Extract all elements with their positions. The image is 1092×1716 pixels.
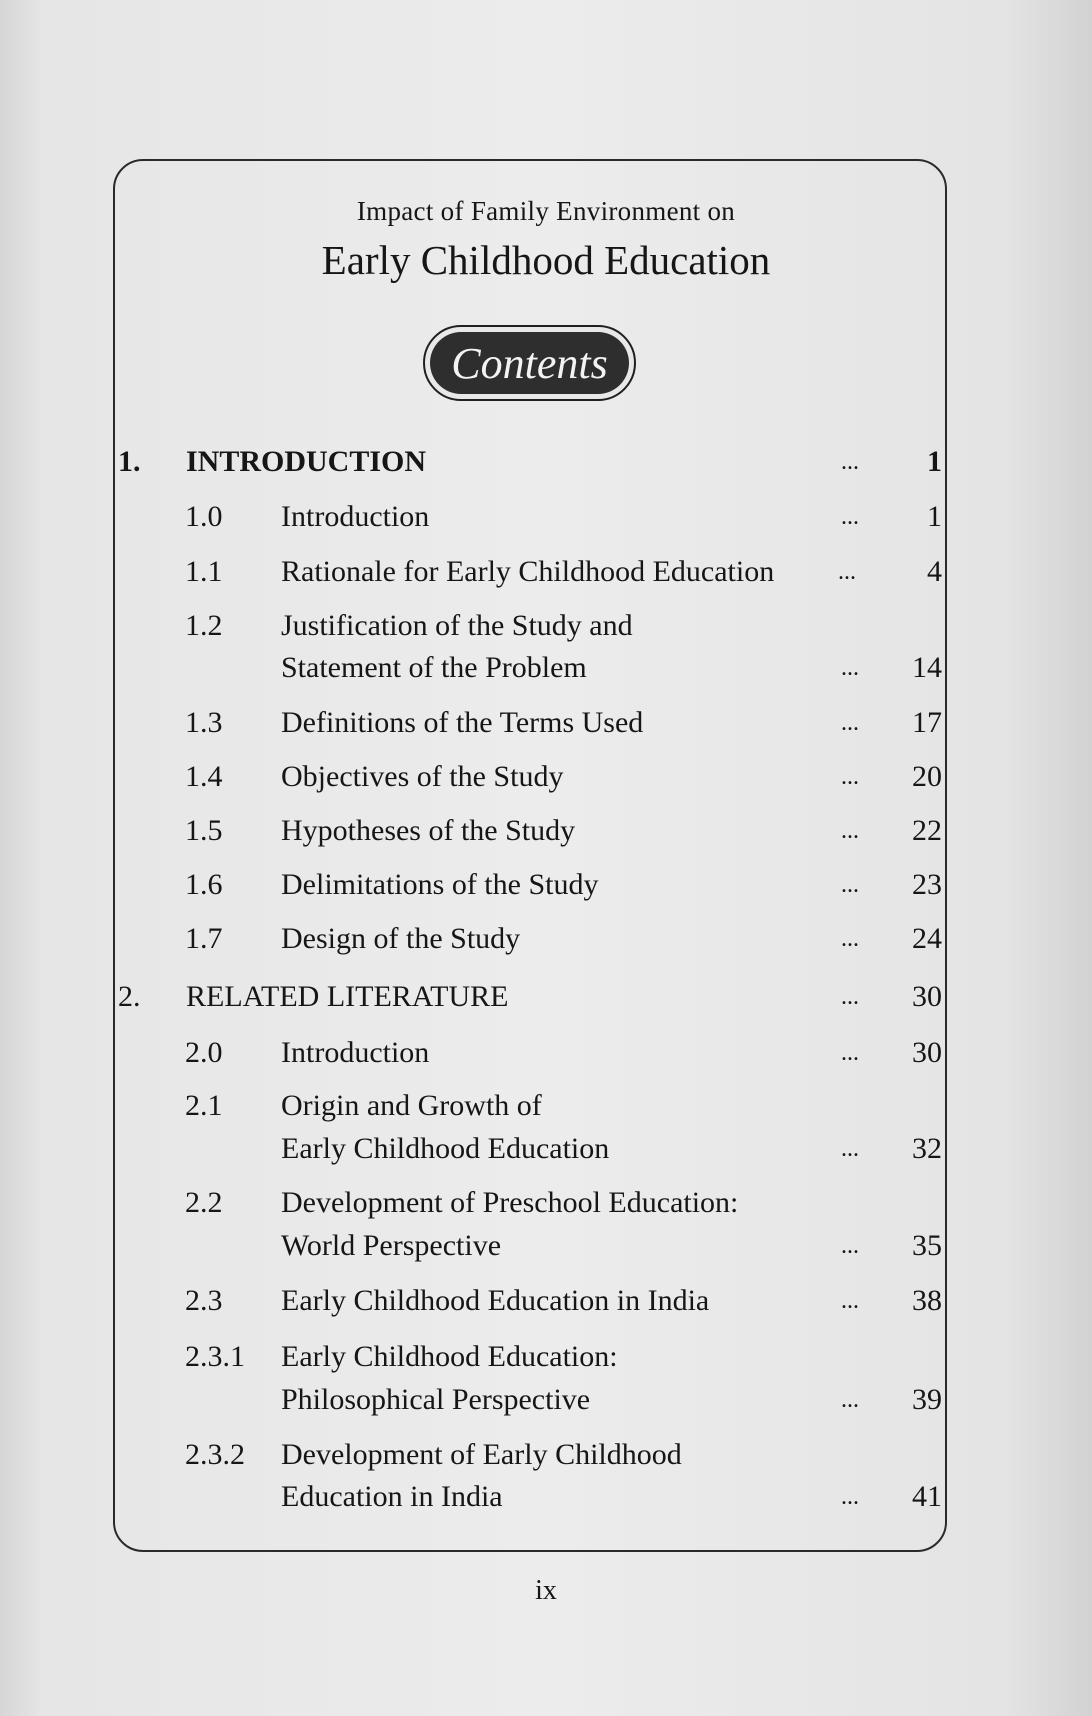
section-title: Hypotheses of the Study	[281, 814, 576, 847]
section-number: 2.0	[185, 1036, 223, 1069]
leader-dots: ...	[841, 1484, 859, 1510]
leader-dots: ...	[841, 1288, 859, 1314]
section-title: Objectives of the Study	[281, 760, 564, 793]
section-number: 1.2	[185, 609, 223, 642]
section-title: Introduction	[281, 500, 430, 533]
leader-dots: ...	[838, 559, 856, 585]
section-number: 1.7	[185, 922, 223, 955]
contents-badge	[423, 325, 636, 401]
section-number: 2.1	[185, 1089, 223, 1122]
leader-dots: ...	[841, 1136, 859, 1162]
page-number: 39	[912, 1383, 942, 1416]
page-number: 35	[912, 1229, 942, 1262]
section-title-line2: Education in India	[281, 1480, 503, 1513]
page-number: 22	[912, 814, 942, 847]
chapter-title: INTRODUCTION	[186, 445, 427, 478]
section-number: 1.4	[185, 760, 223, 793]
section-number: 1.3	[185, 706, 223, 739]
leader-dots: ...	[841, 504, 859, 530]
chapter-number: 2.	[118, 980, 141, 1013]
section-title: Delimitations of the Study	[281, 868, 599, 901]
page-number: 32	[912, 1132, 942, 1165]
section-title: Definitions of the Terms Used	[281, 706, 644, 739]
leader-dots: ...	[841, 984, 859, 1010]
leader-dots: ...	[841, 1040, 859, 1066]
page-number: 20	[912, 760, 942, 793]
book-subtitle: Impact of Family Environment on	[356, 196, 736, 226]
chapter-title: RELATED LITERATURE	[186, 980, 509, 1013]
book-title: Early Childhood Education	[321, 237, 771, 283]
section-number: 2.3.2	[185, 1438, 245, 1471]
section-title-line1: Justification of the Study and	[281, 609, 633, 642]
section-title: Rationale for Early Childhood Education	[281, 555, 775, 588]
section-title: Introduction	[281, 1036, 430, 1069]
leader-dots: ...	[841, 655, 859, 681]
section-title-line2: Early Childhood Education	[281, 1132, 610, 1165]
section-number: 2.3	[185, 1284, 223, 1317]
section-title-line1: Early Childhood Education:	[281, 1340, 618, 1373]
section-number: 1.5	[185, 814, 223, 847]
leader-dots: ...	[841, 449, 859, 475]
section-number: 2.2	[185, 1186, 223, 1219]
leader-dots: ...	[841, 926, 859, 952]
page-number: 4	[927, 555, 942, 588]
leader-dots: ...	[841, 764, 859, 790]
section-title-line2: Philosophical Perspective	[281, 1383, 591, 1416]
section-title-line1: Origin and Growth of	[281, 1089, 542, 1122]
section-number: 2.3.1	[185, 1340, 245, 1373]
section-title-line2: Statement of the Problem	[281, 651, 587, 684]
page-number: 14	[912, 651, 942, 684]
section-title-line1: Development of Preschool Education:	[281, 1186, 739, 1219]
section-title-line2: World Perspective	[281, 1229, 502, 1262]
page-number: 38	[912, 1284, 942, 1317]
leader-dots: ...	[841, 818, 859, 844]
contents-label: Contents	[430, 332, 629, 394]
page-number: 23	[912, 868, 942, 901]
page-number: 30	[912, 980, 942, 1013]
folio-page-number: ix	[535, 1575, 557, 1606]
section-number: 1.0	[185, 500, 223, 533]
leader-dots: ...	[841, 710, 859, 736]
chapter-number: 1.	[118, 445, 141, 478]
page-number: 41	[912, 1480, 942, 1513]
page-number: 24	[912, 922, 942, 955]
page-number: 1	[927, 500, 942, 533]
page-number: 30	[912, 1036, 942, 1069]
section-number: 1.6	[185, 868, 223, 901]
section-title: Early Childhood Education in India	[281, 1284, 710, 1317]
leader-dots: ...	[841, 872, 859, 898]
page-number: 1	[927, 445, 942, 478]
page-number: 17	[912, 706, 942, 739]
section-title-line1: Development of Early Childhood	[281, 1438, 682, 1471]
section-title: Design of the Study	[281, 922, 521, 955]
leader-dots: ...	[841, 1387, 859, 1413]
section-number: 1.1	[185, 555, 223, 588]
leader-dots: ...	[841, 1233, 859, 1259]
